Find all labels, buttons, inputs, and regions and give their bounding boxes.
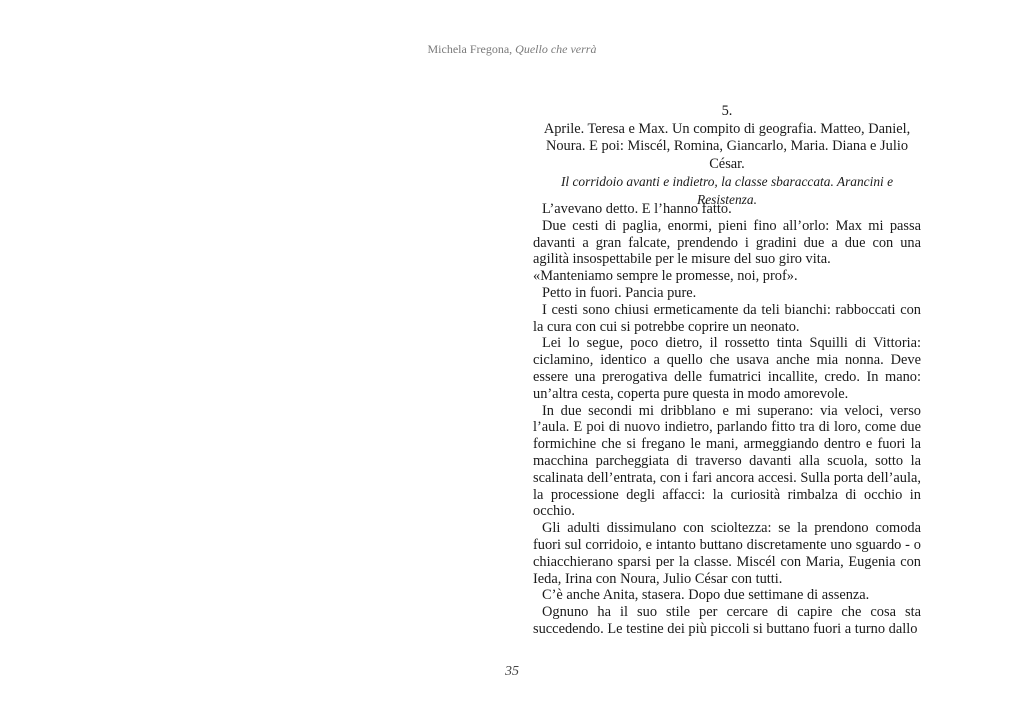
running-header: [0, 42, 1024, 57]
body-text: [533, 201, 921, 638]
paragraph: L’avevano detto. E l’hanno fatto.: [542, 201, 732, 217]
chapter-number: 5.: [721, 103, 733, 119]
book-title: Quello che verrà: [515, 42, 597, 56]
paragraph: I cesti sono chiusi ermeticamente da teli bianchi: rabboccati con la cura con cui si potrebbe coprire un neonato.: [533, 301, 921, 335]
paragraph: Petto in fuori. Pancia pure.: [542, 284, 697, 301]
page-number: 35: [505, 664, 519, 679]
paragraph: In due secondi mi dribblano e mi superano: via veloci, verso l’aula. E poi di nuovo indietro, parlando fitto tra di loro, come due formichine che si fregano le mani, armeggiando dentro e fuori la macchina parcheggiata di traverso davanti alla scuola, sotto la scalinata dell’entrata, con i fari ancora accesi. Sulla porta dell’aula, la processione degli affacci: la curiosità rimbalza di occhio in occhio.: [533, 402, 921, 520]
chapter-epigraph: Il corridoio avanti e indietro, la classe sbaraccata. Arancini e Resistenza.: [560, 174, 894, 207]
paragraph: «Manteniamo sempre le promesse, noi, prof».: [533, 268, 798, 285]
paragraph: Lei lo segue, poco dietro, il rossetto tinta Squilli di Vittoria: ciclamino, identico a quello che usava anche mia nonna. Deve essere una prerogativa delle fumatrici incallite, credo. In mano: un’altra cesta, coperta pure questa in modo amorevole.: [533, 335, 921, 402]
author-name: Michela Fregona,: [427, 42, 516, 56]
paragraph: C’è anche Anita, stasera. Dopo due settimane di assenza.: [542, 587, 870, 604]
paragraph: Due cesti di paglia, enormi, pieni fino all’orlo: Max mi passa davanti a gran falcate, prendendo i gradini due a due con una agilità insospettabile per le misure del suo giro vita.: [533, 217, 921, 268]
paragraph: Gli adulti dissimulano con scioltezza: se la prendono comoda fuori sul corridoio, e intanto buttano discretamente uno sguardo - o chiacchierano sparsi per la classe. Miscél con Maria, Eugenia con Ieda, Irina con Noura, Julio César con tutti.: [533, 520, 921, 587]
paragraph: Ognuno ha il suo stile per cercare di capire che cosa sta succedendo. Le testine dei più piccoli si buttano fuori a turno dallo: [533, 604, 921, 637]
chapter-heading: [533, 103, 921, 208]
chapter-summary: Aprile. Teresa e Max. Un compito di geografia. Matteo, Daniel, Noura. E poi: Miscél, Romina, Giancarlo, Maria. Diana e Julio César.: [543, 120, 911, 172]
